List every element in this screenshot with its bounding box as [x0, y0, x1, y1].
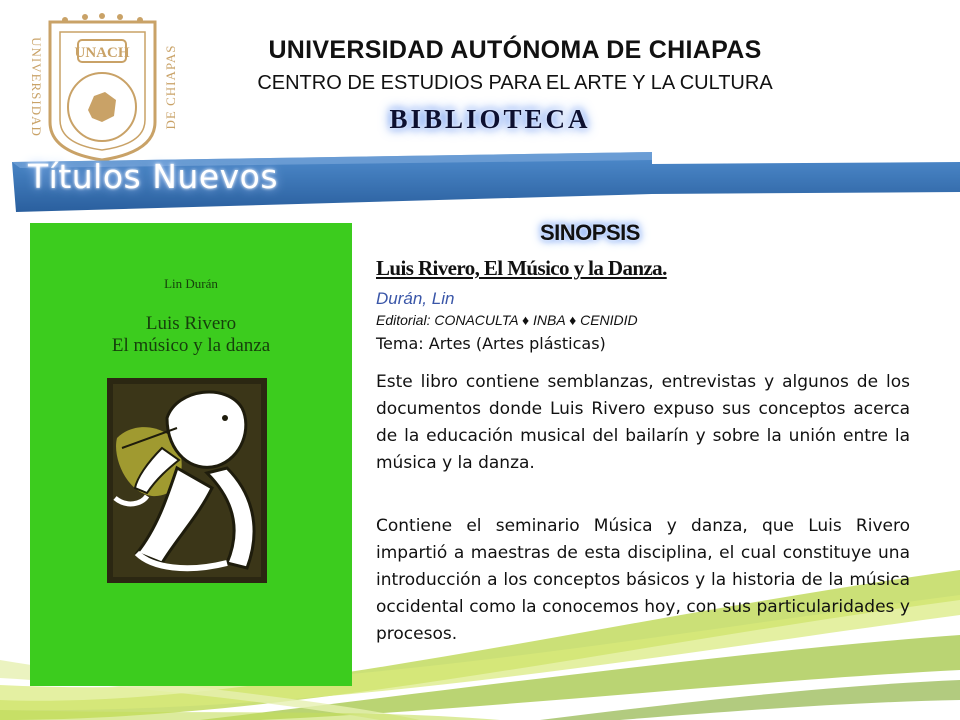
center-title: CENTRO DE ESTUDIOS PARA EL ARTE Y LA CULTURA [257, 72, 773, 94]
book-publisher: Editorial: CONACULTA ♦ INBA ♦ CENIDID [376, 312, 638, 328]
university-title: UNIVERSIDAD AUTÓNOMA DE CHIAPAS [268, 36, 762, 64]
book-author: Durán, Lin [376, 289, 455, 308]
cover-author: Lin Durán [164, 276, 218, 291]
logo-left-text: UNIVERSIDAD [29, 37, 44, 137]
book-title: Luis Rivero, El Músico y la Danza. [376, 256, 667, 280]
synopsis-paragraph: Este libro contiene semblanzas, entrevistas y algunos de los documentos donde Luis Rivero expuso sus conceptos acerca de la educación musical del bailarín y sobre la unión entre la música y la danza. [376, 372, 910, 473]
logo-right-text: DE CHIAPAS [163, 44, 178, 130]
book-theme: Tema: Artes (Artes plásticas) [376, 334, 606, 353]
synopsis-paragraph: Contiene el seminario Música y danza, que Luis Rivero impartió a maestras de esta disciplina, el cual constituye una introducción a los conceptos básicos y la historia de la música occidental como la conocemos hoy, con sus particularidades y procesos. [376, 516, 910, 644]
unach-logo [10, 12, 195, 162]
logo-acronym: UNACH [74, 45, 130, 61]
cover-title-line1: Luis Rivero [145, 313, 237, 334]
library-heading: BIBLIOTECA [389, 104, 591, 134]
cover-title-line2: El músico y la danza [111, 335, 271, 356]
synopsis-heading: SINOPSIS [540, 220, 640, 245]
book-cover [30, 223, 352, 686]
cover-illustration [107, 378, 267, 583]
banner-label: Títulos Nuevos [28, 157, 279, 196]
